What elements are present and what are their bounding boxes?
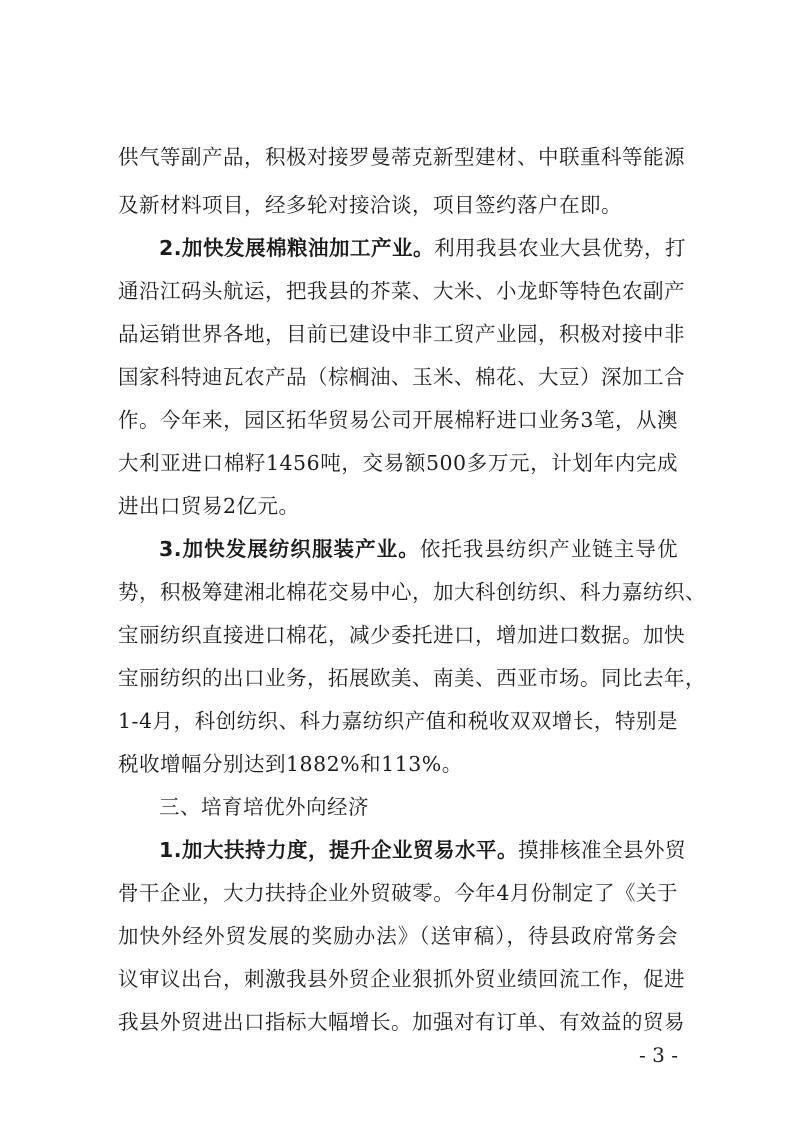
paragraph-line: 供气等副产品，积极对接罗曼蒂克新型建材、中联重科等能源 — [118, 145, 685, 169]
paragraph-line: 势，积极筹建湘北棉花交易中心，加大科创纺织、科力嘉纺织、 — [118, 580, 706, 604]
section-heading: 2.加快发展棉粮油加工产业。 — [159, 236, 435, 260]
paragraph-line: 议审议出台，刺激我县外贸企业狠抓外贸业绩回流工作，促进 — [118, 967, 685, 991]
paragraph-line: 骨干企业，大力扶持企业外贸破零。今年4月份制定了《关于 — [118, 881, 678, 905]
paragraph-line: 税收增幅分别达到1882%和113%。 — [118, 752, 463, 776]
paragraph-text: 依托我县纺织产业链主导优 — [419, 537, 678, 561]
paragraph-line: 品运销世界各地，目前已建设中非工贸产业园，积极对接中非 — [118, 322, 685, 346]
paragraph-text: 利用我县农业大县优势，打 — [434, 236, 687, 260]
page-number: - 3 - — [639, 1043, 678, 1067]
paragraph-line — [159, 830, 687, 870]
section-heading: 1.加大扶持力度，提升企业贸易水平。 — [159, 838, 519, 862]
paragraph-line: 国家科特迪瓦农产品（棕榈油、玉米、棉花、大豆）深加工合 — [118, 365, 685, 389]
section-heading: 3.加快发展纺织服装产业。 — [159, 537, 420, 561]
paragraph-text: 摸排核准全县外贸 — [518, 838, 687, 862]
paragraph-line: 进出口贸易2亿元。 — [118, 494, 300, 518]
paragraph-line: 作。今年来，园区拓华贸易公司开展棉籽进口业务3笔，从澳 — [118, 408, 678, 432]
paragraph-line: 宝丽纺织的出口业务，拓展欧美、南美、西亚市场。同比去年， — [118, 666, 706, 690]
paragraph-line: 我县外贸进出口指标大幅增长。加强对有订单、有效益的贸易 — [118, 1010, 685, 1034]
paragraph-line: 及新材料项目，经多轮对接洽谈，项目签约落户在即。 — [118, 193, 622, 217]
chapter-heading: 三、培育培优外向经济 — [159, 795, 369, 819]
paragraph-line — [159, 529, 678, 569]
paragraph-line: 1-4月，科创纺织、科力嘉纺织产值和税收双双增长，特别是 — [118, 709, 678, 733]
paragraph-line — [159, 228, 687, 268]
paragraph-line: 大利亚进口棉籽1456吨，交易额500多万元，计划年内完成 — [118, 451, 678, 475]
paragraph-line: 宝丽纺织直接进口棉花，减少委托进口，增加进口数据。加快 — [118, 623, 685, 647]
paragraph-line: 通沿江码头航运，把我县的芥菜、大米、小龙虾等特色农副产 — [118, 279, 685, 303]
paragraph-line: 加快外经外贸发展的奖励办法》（送审稿），待县政府常务会 — [118, 924, 678, 948]
